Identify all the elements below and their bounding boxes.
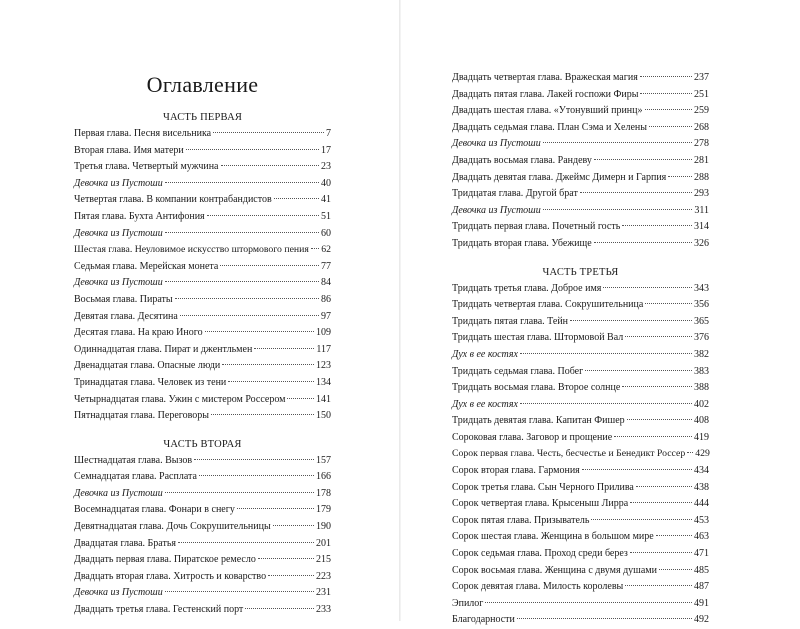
toc-entry-title: Дух в ее костях (452, 398, 518, 410)
toc-entry (74, 392, 331, 409)
toc-dot-leader (194, 459, 314, 460)
toc-entry-title: Тридцать четвертая глава. Сокрушительница (452, 299, 644, 311)
toc-entry-title: Девятая глава. Десятина (74, 310, 178, 322)
toc-entry-title: Тридцать восьмая глава. Второе солнце (452, 382, 621, 394)
toc-entry-title: Сорок седьмая глава. Проход среди берез (452, 548, 628, 560)
toc-entry-page: 223 (316, 570, 331, 582)
toc-entry (452, 120, 709, 137)
toc-dot-leader (222, 364, 314, 365)
toc-entry-title: Двадцать четвертая глава. Вражеская магия (452, 72, 638, 83)
toc-entry-title: Вторая глава. Имя матери (74, 144, 184, 156)
toc-entry (74, 192, 331, 209)
toc-entry (452, 70, 709, 87)
toc-entry (452, 397, 709, 414)
toc-entry-title: Сорок вторая глава. Гармония (452, 465, 580, 477)
toc-dot-leader (311, 248, 319, 249)
toc-dot-leader (207, 215, 319, 216)
toc-entry (452, 347, 709, 364)
toc-entry-title: Сорок пятая глава. Призыватель (452, 514, 590, 526)
toc-entry (452, 480, 709, 497)
toc-entry-title: Двенадцатая глава. Опасные люди (74, 360, 221, 372)
toc-entry (74, 143, 331, 160)
toc-entry-page: 383 (694, 365, 709, 377)
part-one-heading: ЧАСТЬ ПЕРВАЯ (162, 112, 243, 123)
part-two-list-a (74, 453, 331, 619)
toc-entry (452, 596, 709, 613)
toc-entry-page: 293 (694, 188, 709, 200)
toc-entry (452, 297, 709, 314)
toc-dot-leader (165, 492, 314, 493)
toc-entry-title: Одиннадцатая глава. Пират и джентльмен (74, 343, 253, 355)
toc-dot-leader (580, 192, 692, 193)
toc-entry-title: Тринадцатая глава. Человек из тени (74, 376, 227, 388)
toc-dot-leader (165, 281, 319, 282)
toc-dot-leader (520, 403, 692, 404)
part-three-heading: ЧАСТЬ ТРЕТЬЯ (542, 266, 619, 278)
toc-dot-leader (614, 436, 692, 437)
toc-entry-page: 311 (694, 204, 709, 216)
toc-dot-leader (630, 502, 692, 503)
toc-entry-page: 453 (694, 514, 709, 526)
toc-entry-title: Благодарности (452, 614, 515, 626)
toc-entry-title: Девочка из Пустоши (74, 587, 163, 599)
toc-entry-page: 117 (316, 343, 331, 355)
toc-entry (452, 153, 709, 170)
toc-entry-page: 438 (694, 481, 709, 493)
toc-dot-leader (520, 353, 692, 354)
toc-dot-leader (645, 109, 692, 110)
toc-entry-title: Дух в ее костях (452, 348, 518, 360)
toc-dot-leader (254, 348, 314, 349)
toc-entry-page: 492 (694, 614, 709, 626)
toc-entry-page: 23 (321, 161, 331, 173)
toc-entry-page: 86 (321, 293, 331, 305)
toc-entry (452, 314, 709, 331)
toc-entry (452, 330, 709, 347)
toc-entry (452, 430, 709, 447)
toc-entry (74, 242, 331, 259)
toc-entry-page: 434 (694, 465, 709, 477)
toc-dot-leader (268, 575, 314, 576)
toc-entry-title: Двадцать восьмая глава. Рандеву (452, 154, 592, 166)
toc-entry-title: Девочка из Пустоши (74, 277, 163, 289)
toc-dot-leader (582, 469, 692, 470)
toc-entry-title: Двадцать седьмая глава. План Сэма и Хелены (452, 121, 647, 133)
toc-entry (74, 209, 331, 226)
right-page (400, 0, 800, 626)
toc-entry (74, 602, 331, 619)
toc-dot-leader (274, 198, 319, 199)
toc-dot-leader (668, 176, 692, 177)
toc-entry-page: 237 (694, 72, 709, 83)
toc-entry-page: 463 (694, 531, 709, 543)
toc-entry-page: 40 (321, 177, 331, 189)
toc-dot-leader (211, 414, 314, 415)
part-one-list (74, 126, 331, 425)
toc-entry-title: Двадцать третья глава. Гестенский порт (74, 604, 244, 616)
toc-entry (452, 170, 709, 187)
toc-entry (74, 358, 331, 375)
toc-entry-title: Сорок восьмая глава. Женщина с двумя душами (452, 564, 657, 576)
toc-entry-page: 201 (316, 537, 331, 549)
toc-entry-page: 487 (694, 581, 709, 593)
toc-dot-leader (485, 602, 692, 603)
toc-entry (74, 585, 331, 602)
toc-entry-title: Девочка из Пустоши (74, 227, 163, 239)
toc-entry-title: Девочка из Пустоши (74, 487, 163, 499)
toc-dot-leader (594, 159, 692, 160)
toc-entry-title: Четырнадцатая глава. Ужин с мистером Россером (74, 393, 286, 405)
toc-entry-page: 343 (694, 282, 709, 294)
toc-entry-page: 51 (321, 210, 331, 222)
toc-dot-leader (594, 242, 692, 243)
toc-dot-leader (640, 76, 692, 77)
toc-entry-page: 150 (316, 410, 331, 422)
toc-dot-leader (659, 569, 692, 570)
toc-entry-page: 134 (316, 376, 331, 388)
toc-entry-title: Сорок четвертая глава. Крысеныш Лирра (452, 498, 629, 510)
toc-entry (74, 519, 331, 536)
left-column (74, 64, 331, 619)
toc-entry (452, 281, 709, 298)
toc-dot-leader (687, 452, 693, 453)
toc-entry (74, 569, 331, 586)
toc-entry (74, 408, 331, 425)
toc-entry-title: Двадцатая глава. Братья (74, 537, 177, 549)
toc-entry-title: Шестая глава. Неуловимое искусство штормового пения (74, 244, 309, 256)
toc-entry-title: Двадцать девятая глава. Джеймс Димерн и Гарпия (452, 171, 667, 183)
toc-entry (452, 529, 709, 546)
toc-entry-title: Девочка из Пустоши (74, 177, 163, 189)
toc-entry (74, 453, 331, 470)
toc-entry-page: 62 (321, 244, 331, 256)
toc-dot-leader (636, 486, 692, 487)
toc-entry-page: 251 (694, 88, 709, 100)
toc-dot-leader (178, 542, 314, 543)
toc-dot-leader (625, 585, 692, 586)
toc-entry (74, 275, 331, 292)
toc-entry-page: 388 (694, 382, 709, 394)
right-column (452, 70, 709, 629)
toc-entry (452, 563, 709, 580)
toc-entry-title: Двадцать первая глава. Пиратское ремесло (74, 554, 256, 566)
toc-dot-leader (221, 165, 320, 166)
toc-entry-title: Третья глава. Четвертый мужчина (74, 161, 219, 173)
toc-entry (74, 159, 331, 176)
toc-entry (74, 486, 331, 503)
toc-entry-title: Сорок третья глава. Сын Черного Прилива (452, 481, 634, 493)
toc-entry-title: Тридцать девятая глава. Капитан Фишер (452, 415, 625, 427)
toc-entry-title: Сорок девятая глава. Милость королевы (452, 581, 624, 593)
toc-entry-page: 233 (316, 604, 331, 616)
toc-entry-page: 190 (316, 521, 331, 533)
toc-dot-leader (585, 370, 692, 371)
toc-entry-title: Пятая глава. Бухта Антифония (74, 210, 205, 222)
toc-entry (452, 496, 709, 513)
toc-dot-leader (273, 525, 314, 526)
toc-entry-page: 356 (694, 299, 709, 311)
toc-dot-leader (517, 618, 692, 619)
toc-dot-leader (213, 132, 324, 133)
toc-entry (74, 309, 331, 326)
left-page (0, 0, 400, 621)
toc-entry-page: 60 (321, 227, 331, 239)
toc-entry (452, 579, 709, 596)
toc-entry-page: 382 (694, 348, 709, 360)
toc-entry-title: Тридцатая глава. Другой брат (452, 188, 578, 200)
toc-entry (452, 380, 709, 397)
toc-entry-title: Двадцать шестая глава. «Утонувший принц» (452, 105, 643, 117)
toc-entry-title: Двадцать вторая глава. Хитрость и коварство (74, 570, 267, 582)
toc-entry (452, 546, 709, 563)
toc-entry-page: 259 (694, 105, 709, 117)
toc-entry-page: 231 (316, 587, 331, 599)
toc-entry-title: Пятнадцатая глава. Переговоры (74, 410, 210, 422)
toc-dot-leader (656, 535, 692, 536)
toc-entry-title: Восьмая глава. Пираты (74, 293, 173, 305)
toc-entry-page: 485 (694, 564, 709, 576)
toc-dot-leader (622, 386, 692, 387)
toc-entry-page: 365 (694, 315, 709, 327)
toc-entry-page: 215 (316, 554, 331, 566)
toc-dot-leader (640, 93, 692, 94)
toc-entry (452, 463, 709, 480)
toc-entry-title: Девочка из Пустоши (452, 204, 541, 216)
toc-dot-leader (205, 331, 314, 332)
toc-entry-page: 268 (694, 121, 709, 133)
page-title: Оглавление (146, 72, 259, 97)
toc-entry-title: Десятая глава. На краю Иного (74, 327, 203, 339)
toc-entry (452, 364, 709, 381)
toc-entry (74, 126, 331, 143)
toc-entry-title: Шестнадцатая глава. Вызов (74, 454, 193, 466)
toc-entry-page: 402 (694, 398, 709, 410)
toc-entry-title: Первая глава. Песня висельника (74, 128, 212, 139)
toc-entry (452, 413, 709, 430)
toc-entry (74, 292, 331, 309)
toc-entry (452, 203, 709, 220)
toc-entry-title: Двадцать пятая глава. Лакей госпожи Фиры (452, 88, 639, 100)
toc-dot-leader (258, 558, 314, 559)
toc-dot-leader (603, 287, 692, 288)
toc-entry-title: Восемнадцатая глава. Фонари в снегу (74, 504, 235, 516)
toc-dot-leader (165, 182, 319, 183)
toc-entry-title: Семнадцатая глава. Расплата (74, 471, 197, 483)
toc-dot-leader (228, 381, 314, 382)
toc-entry (452, 87, 709, 104)
toc-entry-page: 314 (694, 221, 709, 233)
toc-dot-leader (199, 475, 314, 476)
toc-dot-leader (627, 419, 692, 420)
toc-entry-page: 166 (316, 471, 331, 483)
toc-dot-leader (175, 298, 319, 299)
toc-entry-title: Тридцать седьмая глава. Побег (452, 365, 584, 377)
toc-entry (452, 513, 709, 530)
toc-entry-title: Тридцать пятая глава. Тейн (452, 315, 569, 327)
toc-dot-leader (645, 303, 692, 304)
toc-entry (452, 219, 709, 236)
toc-dot-leader (570, 320, 692, 321)
toc-dot-leader (591, 519, 692, 520)
part-two-list-b (452, 70, 709, 253)
toc-entry-page: 491 (694, 597, 709, 609)
toc-dot-leader (186, 149, 319, 150)
toc-entry-page: 141 (316, 393, 331, 405)
toc-entry-title: Сорок шестая глава. Женщина в большом мире (452, 531, 654, 543)
toc-entry (74, 552, 331, 569)
toc-entry (74, 536, 331, 553)
toc-entry-page: 84 (321, 277, 331, 289)
toc-entry-page: 288 (694, 171, 709, 183)
toc-dot-leader (625, 336, 692, 337)
toc-entry-page: 471 (694, 548, 709, 560)
toc-entry-page: 408 (694, 415, 709, 427)
toc-entry (452, 186, 709, 203)
toc-dot-leader (649, 126, 692, 127)
toc-entry-page: 123 (316, 360, 331, 372)
toc-entry (74, 176, 331, 193)
toc-dot-leader (287, 398, 314, 399)
toc-entry (74, 375, 331, 392)
toc-dot-leader (237, 508, 314, 509)
toc-entry-page: 109 (316, 327, 331, 339)
toc-entry-page: 179 (316, 504, 331, 516)
toc-entry-page: 178 (316, 487, 331, 499)
toc-entry-title: Девочка из Пустоши (452, 138, 541, 150)
toc-entry (74, 469, 331, 486)
toc-dot-leader (165, 232, 319, 233)
toc-entry-title: Четвертая глава. В компании контрабандистов (74, 194, 272, 206)
toc-entry-page: 97 (321, 310, 331, 322)
toc-dot-leader (220, 265, 319, 266)
toc-entry (74, 226, 331, 243)
part-three-list (452, 281, 709, 629)
toc-entry-title: Тридцать первая глава. Почетный гость (452, 221, 621, 233)
toc-entry-page: 157 (316, 454, 331, 466)
toc-entry (74, 342, 331, 359)
toc-entry-title: Тридцать шестая глава. Штормовой Вал (452, 332, 624, 344)
toc-entry-title: Сорок первая глава. Честь, бесчестье и Бенедикт Россер (452, 448, 686, 460)
toc-entry-page: 429 (695, 448, 710, 460)
toc-entry-title: Седьмая глава. Мерейская монета (74, 260, 219, 272)
toc-dot-leader (543, 142, 692, 143)
toc-entry-title: Девятнадцатая глава. Дочь Сокрушительницы (74, 521, 271, 533)
toc-dot-leader (622, 225, 692, 226)
toc-entry-title: Тридцать третья глава. Доброе имя (452, 282, 602, 294)
toc-entry-page: 281 (694, 154, 709, 166)
toc-dot-leader (543, 209, 693, 210)
toc-entry-page: 17 (321, 144, 331, 156)
toc-entry-title: Эпилог (452, 597, 484, 609)
part-two-heading: ЧАСТЬ ВТОРАЯ (163, 438, 242, 450)
toc-entry-title: Сороковая глава. Заговор и прощение (452, 431, 613, 443)
toc-entry-title: Тридцать вторая глава. Убежище (452, 237, 592, 249)
toc-entry-page: 376 (694, 332, 709, 344)
toc-entry-page: 444 (694, 498, 709, 510)
toc-entry-page: 41 (321, 194, 331, 206)
toc-entry-page: 419 (694, 431, 709, 443)
toc-entry (452, 136, 709, 153)
toc-entry (452, 236, 709, 253)
toc-entry-page: 77 (321, 260, 331, 272)
toc-dot-leader (630, 552, 692, 553)
toc-dot-leader (245, 608, 314, 609)
toc-entry-page: 278 (694, 138, 709, 150)
toc-dot-leader (180, 315, 319, 316)
toc-entry-page: 326 (694, 237, 709, 249)
toc-entry (74, 259, 331, 276)
toc-dot-leader (165, 591, 314, 592)
toc-entry (452, 446, 709, 463)
toc-entry (74, 502, 331, 519)
toc-entry (452, 103, 709, 120)
toc-entry (74, 325, 331, 342)
toc-entry-page: 7 (326, 128, 331, 139)
